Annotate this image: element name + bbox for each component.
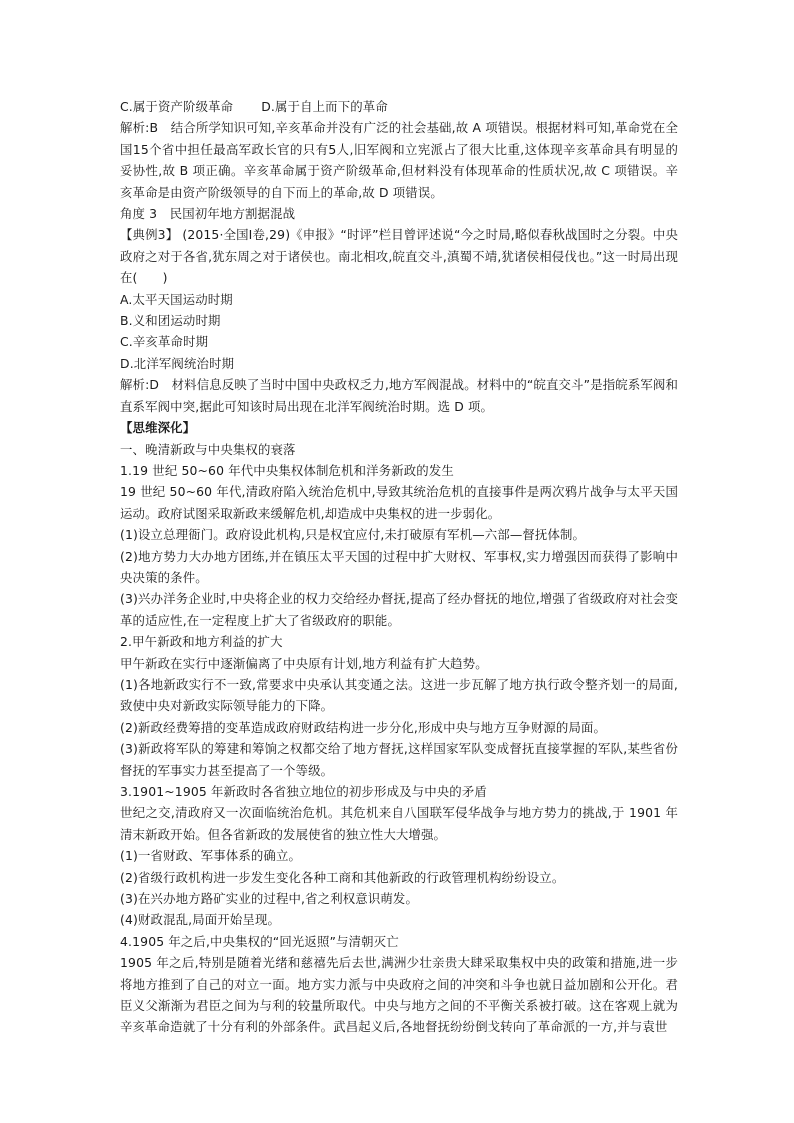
point-heading: 1.19 世纪 50~60 年代中央集权体制危机和洋务新政的发生 xyxy=(120,462,454,478)
body-paragraph: (2)地方势力大办地方团练,并在镇压太平天国的过程中扩大财权、军事权,实力增强因而获得了影响中央决策的条件。 xyxy=(120,548,678,585)
analysis-paragraph: 解析:B 结合所学知识可知,辛亥革命并没有广泛的社会基础,故 A 项错误。根据材料可知,革命党在全国15个省中担任最高军政长官的只有5人,旧军阀和立宪派占了很大比重,这体现辛亥革命具有明显的妥协性,故 B 项正确。辛亥革命属于资产阶级革命,但材料没有体现革命的性质状况,故 C 项错误。辛亥革命是由资产阶级领导的自下而上的革命,故 D 项错误。 xyxy=(120,120,678,200)
option-d: D.北洋军阀统治时期 xyxy=(120,355,235,371)
option-c: C.辛亥革命时期 xyxy=(120,334,209,350)
body-paragraph: (4)财政混乱,局面开始呈现。 xyxy=(120,912,281,928)
analysis-paragraph: 解析:D 材料信息反映了当时中国中央政权乏力,地方军阀混战。材料中的“皖直交斗”是指皖系军阀和直系军阀中突,据此可知该时局出现在北洋军阀统治时期。选 D 项。 xyxy=(120,377,678,414)
option-d: D.属于自上而下的革命 xyxy=(261,99,388,114)
body-paragraph: (3)在兴办地方路矿实业的过程中,省之利权意识萌发。 xyxy=(120,891,418,907)
body-paragraph: 甲午新政在实行中逐渐偏离了中央原有计划,地方利益有扩大趋势。 xyxy=(120,655,488,671)
body-paragraph: (2)新政经费筹措的变革造成政府财政结构进一步分化,形成中央与地方互争财源的局面。 xyxy=(120,719,607,735)
angle-heading: 角度 3 民国初年地方割据混战 xyxy=(120,206,296,222)
option-line-cd xyxy=(120,96,678,117)
body-paragraph: (2)省级行政机构进一步发生变化各种工商和其他新政的行政管理机构纷纷设立。 xyxy=(120,869,565,885)
point-heading: 4.1905 年之后,中央集权的“回光返照”与清朝灭亡 xyxy=(120,933,399,949)
option-b: B.义和团运动时期 xyxy=(120,313,221,329)
body-paragraph: 19 世纪 50~60 年代,清政府陷入统治危机中,导致其统治危机的直接事件是两次鸦片战争与太平天国运动。政府试图采取新政来缓解危机,却造成中央集权的进一步弱化。 xyxy=(120,484,678,521)
section-heading: 【思维深化】 xyxy=(120,420,196,436)
point-heading: 2.甲午新政和地方利益的扩大 xyxy=(120,634,283,650)
body-paragraph: (1)设立总理衙门。政府设此机构,只是权宜应付,未打破原有军机—六部—督抚体制。 xyxy=(120,527,586,543)
body-paragraph: (3)兴办洋务企业时,中央将企业的权力交给经办督抚,提高了经办督抚的地位,增强了省级政府对社会变革的适应性,在一定程度上扩大了省级政府的职能。 xyxy=(120,591,678,628)
subsection-heading: 一、晚清新政与中央集权的衰落 xyxy=(120,441,296,457)
body-paragraph: (1)一省财政、军事体系的确立。 xyxy=(120,848,302,864)
option-c: C.属于资产阶级革命 xyxy=(120,99,234,114)
point-heading: 3.1901~1905 年新政时各省独立地位的初步形成及与中央的矛盾 xyxy=(120,784,487,799)
body-paragraph: 世纪之交,清政府又一次面临统治危机。其危机来自八国联军侵华战争与地方势力的挑战,于 1901 年清末新政开始。但各省新政的发展使省的独立性大大增强。 xyxy=(120,805,678,842)
option-a: A.太平天国运动时期 xyxy=(120,291,233,307)
document-page xyxy=(120,96,678,1038)
example-question: 【典例3】 (2015·全国Ⅰ卷,29)《申报》“时评”栏目曾评述说“今之时局,略似春秋战国时之分裂。中央政府之对于各省,犹东周之对于诸侯也。南北相攻,皖直交斗,滇蜀不靖,犹诸侯相侵伐也。”这一时局出现在( ) xyxy=(120,227,678,286)
body-paragraph: (3)新政将军队的筹建和筹饷之权都交给了地方督抚,这样国家军队变成督抚直接掌握的军队,某些省份督抚的军事实力甚至提高了一个等级。 xyxy=(120,741,678,778)
body-paragraph: (1)各地新政实行不一致,常要求中央承认其变通之法。这进一步瓦解了地方执行政令整齐划一的局面,致使中央对新政实际领导能力的下降。 xyxy=(120,676,678,714)
body-paragraph: 1905 年之后,特别是随着光绪和慈禧先后去世,满洲少壮亲贵大肆采取集权中央的政策和措施,进一步将地方推到了自己的对立一面。地方实力派与中央政府之间的冲突和斗争也就日益加剧和公开化。君臣义父渐渐为君臣之间为与利的较量所取代。中央与地方之间的不平衡关系被打破。这在客观上就为辛亥革命造就了十分有利的外部条件。武昌起义后,各地督抚纷纷倒戈转向了革命派的一方,并与袁世 xyxy=(120,955,678,1035)
